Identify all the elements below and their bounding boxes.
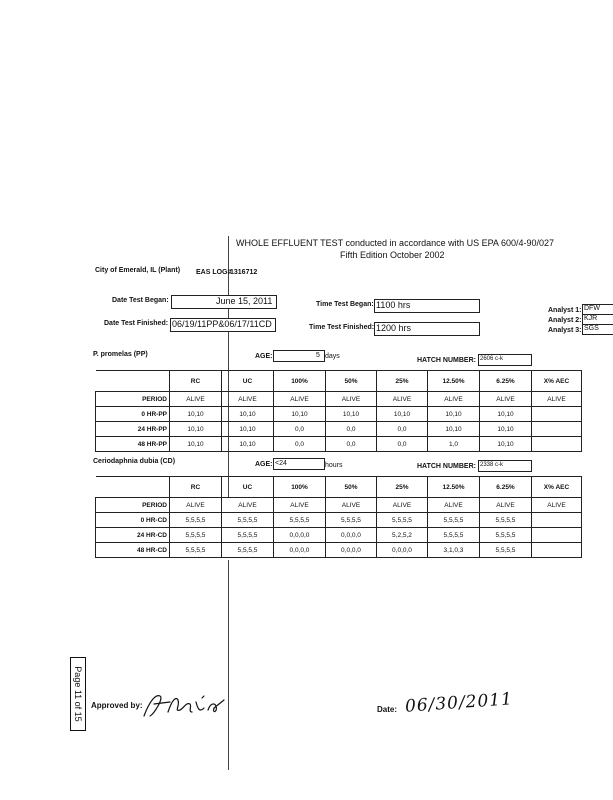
page-number: Page 11 of 15 [73,666,83,722]
pp-status-cell: ALIVE [480,392,532,407]
time-finished-value: 1200 hrs [376,323,412,333]
pp-results-table [95,370,582,452]
pp-status-cell: ALIVE [170,392,222,407]
cd-status-row [96,498,582,513]
cd-cell: 5,5,5,5 [480,543,532,558]
cd-period: 48 HR-CD [96,543,170,558]
page-number-box [70,657,86,731]
cd-status-cell: ALIVE [274,498,326,513]
fold-line [228,560,229,770]
cd-period: 24 HR-CD [96,528,170,543]
pp-status-cell: ALIVE [274,392,326,407]
analyst-1-label: Analyst 1: [548,307,582,314]
cd-cell: 3,1,0,3 [428,543,480,558]
pp-row-24hr [96,422,582,437]
pp-col-uc: UC [222,371,274,392]
report-title: WHOLE EFFLUENT TEST conducted in accordance with US EPA 600/4-90/027 [236,238,554,248]
cd-results-table [95,476,582,558]
cd-cell [532,528,582,543]
cd-header-blank [96,477,170,498]
cd-cell: 0,0,0,0 [326,528,377,543]
date-began-label: Date Test Began: [112,297,169,304]
signature [140,690,230,720]
pp-col-100: 100% [274,371,326,392]
cd-col-50: 50% [326,477,377,498]
pp-status-cell: ALIVE [428,392,480,407]
pp-cell: 1,0 [428,437,480,452]
pp-cell: 10,10 [480,407,532,422]
pp-cell: 10,10 [222,407,274,422]
pp-hatch-label: HATCH NUMBER: [417,357,476,364]
pp-cell: 10,10 [170,422,222,437]
pp-cell: 0,0 [274,422,326,437]
pp-col-25: 25% [377,371,428,392]
cd-row-24hr [96,528,582,543]
pp-col-12-5: 12.50% [428,371,480,392]
cd-header-row [96,477,582,498]
client-name: City of Emerald, IL (Plant) [95,267,181,274]
pp-cell: 10,10 [326,407,377,422]
cd-age-value: <24 [275,460,287,467]
cd-cell: 5,5,5,5 [480,513,532,528]
pp-cell: 10,10 [222,422,274,437]
cd-status-cell: ALIVE [377,498,428,513]
cd-cell: 5,5,5,5 [222,513,274,528]
cd-col-25: 25% [377,477,428,498]
pp-cell [532,422,582,437]
pp-cell: 0,0 [274,437,326,452]
signed-date: 06/30/2011 [404,689,514,717]
analyst-2-label: Analyst 2: [548,317,582,324]
pp-cell: 0,0 [326,437,377,452]
cd-row-0hr [96,513,582,528]
cd-status-cell: ALIVE [326,498,377,513]
time-began-value: 1100 hrs [376,300,411,310]
pp-age-unit: days [325,353,340,360]
cd-status-cell: ALIVE [480,498,532,513]
pp-cell: 10,10 [480,422,532,437]
cd-col-12-5: 12.50% [428,477,480,498]
pp-age-value: 5 [316,352,320,359]
date-began-value: June 15, 2011 [216,296,273,306]
cd-status-cell: ALIVE [532,498,582,513]
pp-cell: 10,10 [428,407,480,422]
pp-status-cell: ALIVE [377,392,428,407]
pp-row-48hr [96,437,582,452]
analyst-3-value: SGS [584,325,599,332]
pp-period: 24 HR-PP [96,422,170,437]
cd-species-label: Ceriodaphnia dubia (CD) [93,458,176,465]
pp-header-row [96,371,582,392]
cd-cell: 5,5,5,5 [377,513,428,528]
date-finished-label: Date Test Finished: [104,320,169,327]
cd-cell: 5,2,5,2 [377,528,428,543]
pp-cell: 0,0 [377,437,428,452]
report-subtitle: Fifth Edition October 2002 [340,250,445,260]
cd-cell: 5,5,5,5 [222,543,274,558]
time-began-label: Time Test Began: [316,301,374,308]
pp-col-aec: X% AEC [532,371,582,392]
pp-cell: 0,0 [326,422,377,437]
cd-col-100: 100% [274,477,326,498]
cd-age-unit: hours [325,462,343,469]
cd-period-label: PERIOD [96,498,170,513]
time-finished-label: Time Test Finished: [309,324,375,331]
pp-status-cell: ALIVE [532,392,582,407]
analyst-1-value: DFW [584,305,600,312]
cd-period: 0 HR-CD [96,513,170,528]
cd-cell: 5,5,5,5 [170,528,222,543]
pp-species-label: P. promelas (PP) [93,351,148,358]
pp-cell: 10,10 [170,407,222,422]
pp-row-0hr [96,407,582,422]
pp-cell: 10,10 [480,437,532,452]
pp-period: 0 HR-PP [96,407,170,422]
cd-cell: 5,5,5,5 [326,513,377,528]
cd-cell: 5,5,5,5 [480,528,532,543]
cd-col-aec: X% AEC [532,477,582,498]
cd-cell: 5,5,5,5 [222,528,274,543]
cd-cell: 5,5,5,5 [428,513,480,528]
pp-cell: 10,10 [274,407,326,422]
cd-col-6-25: 6.25% [480,477,532,498]
cd-cell: 5,5,5,5 [428,528,480,543]
pp-cell: 10,10 [428,422,480,437]
pp-col-6-25: 6.25% [480,371,532,392]
cd-status-cell: ALIVE [170,498,222,513]
pp-age-label: AGE: [255,353,273,360]
date-finished-value: 06/19/11PP&06/17/11CD [172,319,272,329]
pp-col-rc: RC [170,371,222,392]
cd-col-uc: UC [222,477,274,498]
pp-status-cell: ALIVE [222,392,274,407]
pp-header-blank [96,371,170,392]
cd-age-label: AGE: [255,461,273,468]
pp-status-row [96,392,582,407]
pp-cell [532,407,582,422]
pp-hatch-value: 2606 c-k [480,356,504,362]
cd-cell [532,543,582,558]
cd-row-48hr [96,543,582,558]
cd-status-cell: ALIVE [428,498,480,513]
log-label: EAS LOG# [196,269,232,276]
cd-status-cell: ALIVE [222,498,274,513]
cd-col-rc: RC [170,477,222,498]
approved-label: Approved by: [91,701,143,710]
pp-col-50: 50% [326,371,377,392]
cd-cell [532,513,582,528]
analyst-2-value: KJR [584,315,598,322]
pp-cell [532,437,582,452]
cd-hatch-label: HATCH NUMBER: [417,463,476,470]
cd-cell: 0,0,0,0 [377,543,428,558]
date-label: Date: [377,705,398,714]
cd-cell: 0,0,0,0 [326,543,377,558]
pp-period-label: PERIOD [96,392,170,407]
cd-cell: 0,0,0,0 [274,528,326,543]
pp-cell: 10,10 [222,437,274,452]
pp-period: 48 HR-PP [96,437,170,452]
cd-cell: 5,5,5,5 [170,513,222,528]
pp-cell: 10,10 [170,437,222,452]
pp-cell: 10,10 [377,407,428,422]
cd-hatch-value: 2338 c-k [480,462,504,468]
pp-cell: 0,0 [377,422,428,437]
analyst-3-label: Analyst 3: [548,327,582,334]
pp-status-cell: ALIVE [326,392,377,407]
cd-cell: 5,5,5,5 [274,513,326,528]
log-number: 1316712 [230,269,258,276]
cd-cell: 0,0,0,0 [274,543,326,558]
cd-cell: 5,5,5,5 [170,543,222,558]
